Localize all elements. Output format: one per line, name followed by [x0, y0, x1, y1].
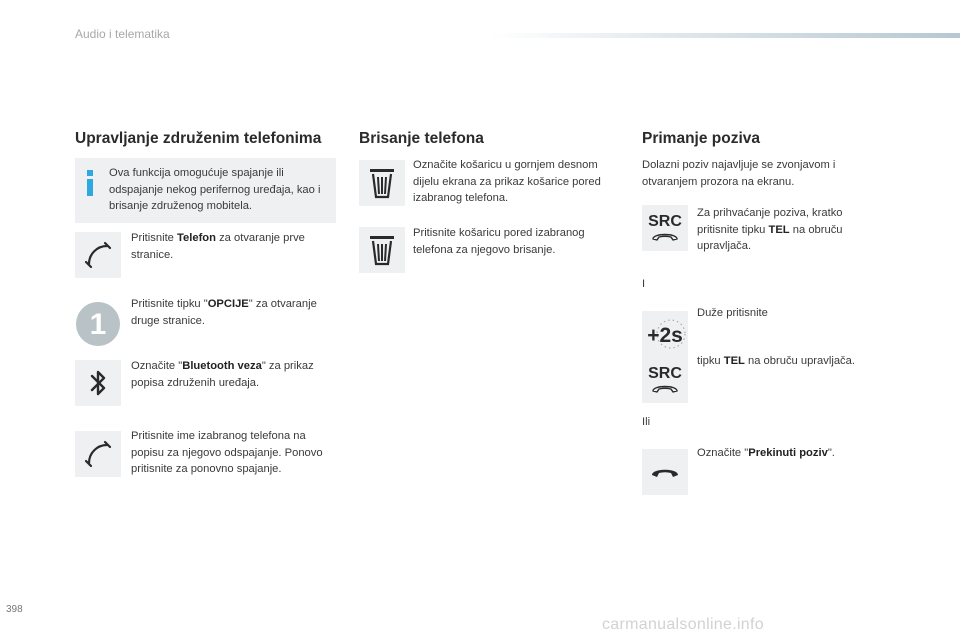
src-phone-icon	[644, 211, 686, 245]
phone-icon	[83, 240, 113, 270]
hang-up-button[interactable]	[642, 449, 688, 495]
right-column-title: Primanje poziva	[642, 130, 761, 147]
incoming-call-intro: Dolazni poziv najavljuje se zvonjavom i otvaranjem prozora na ekranu.	[642, 159, 836, 188]
step-number: 1	[89, 308, 107, 341]
svg-text:SRC: SRC	[648, 213, 682, 230]
left-step-2: Pritisnite tipku "OPCIJE" za otvaranje druge stranice.	[131, 298, 317, 327]
phone-button[interactable]	[75, 232, 121, 278]
step-number-badge	[75, 301, 121, 347]
or-separator-2: Ili	[642, 416, 651, 428]
right-step-4: Označite "Prekinuti poziv".	[697, 447, 835, 459]
trash-icon	[368, 167, 396, 199]
src-phone-icon	[644, 363, 686, 397]
info-text: Ova funkcija omogućuje spajanje ili odspajanje nekog perifernog uređaja, kao i brisanje združenog mobitela.	[109, 167, 321, 212]
long-press-indicator	[642, 311, 688, 357]
trash-delete-button[interactable]	[359, 227, 405, 273]
section-title: Audio i telematika	[75, 27, 170, 41]
left-step-1: Pritisnite Telefon za otvaranje prve stranice.	[131, 232, 305, 261]
phone-name-button[interactable]	[75, 431, 121, 477]
trash-icon	[368, 234, 396, 266]
header-divider-bar	[490, 33, 960, 38]
src-button-long[interactable]	[642, 357, 688, 403]
right-step-3: tipku TEL na obruču upravljača.	[697, 355, 855, 367]
phone-icon	[83, 439, 113, 469]
right-step-1: Za prihvaćanje poziva, kratko pritisnite tipku TEL na obruču upravljača.	[697, 207, 843, 252]
middle-step-1: Označite košaricu u gornjem desnom dijelu ekrana za prikaz košarice pored izabranog telefona.	[413, 159, 601, 204]
watermark: carmanualsonline.info	[602, 616, 764, 633]
bluetooth-button[interactable]	[75, 360, 121, 406]
long-press-timer-icon	[643, 314, 687, 354]
middle-column-title: Brisanje telefona	[359, 130, 484, 147]
left-column-title: Upravljanje združenim telefonima	[75, 130, 322, 147]
or-separator-1: I	[642, 278, 646, 290]
svg-text:+2s: +2s	[647, 324, 683, 347]
right-step-2: Duže pritisnite	[697, 307, 768, 319]
info-box	[75, 158, 336, 223]
left-step-4: Pritisnite ime izabranog telefona na popisu za njegovo odspajanje. Ponovo pritisnite za ponovno spajanje.	[131, 430, 323, 475]
page-number: 398	[6, 604, 23, 615]
svg-text:SRC: SRC	[648, 365, 682, 382]
trash-button[interactable]	[359, 160, 405, 206]
src-button[interactable]	[642, 205, 688, 251]
info-icon	[85, 170, 95, 196]
left-step-3: Označite "Bluetooth veza" za prikaz popisa združenih uređaja.	[131, 360, 314, 389]
middle-step-2: Pritisnite košaricu pored izabranog telefona za njegovo brisanje.	[413, 227, 585, 256]
bluetooth-icon	[86, 368, 110, 398]
hang-up-icon	[650, 462, 680, 482]
